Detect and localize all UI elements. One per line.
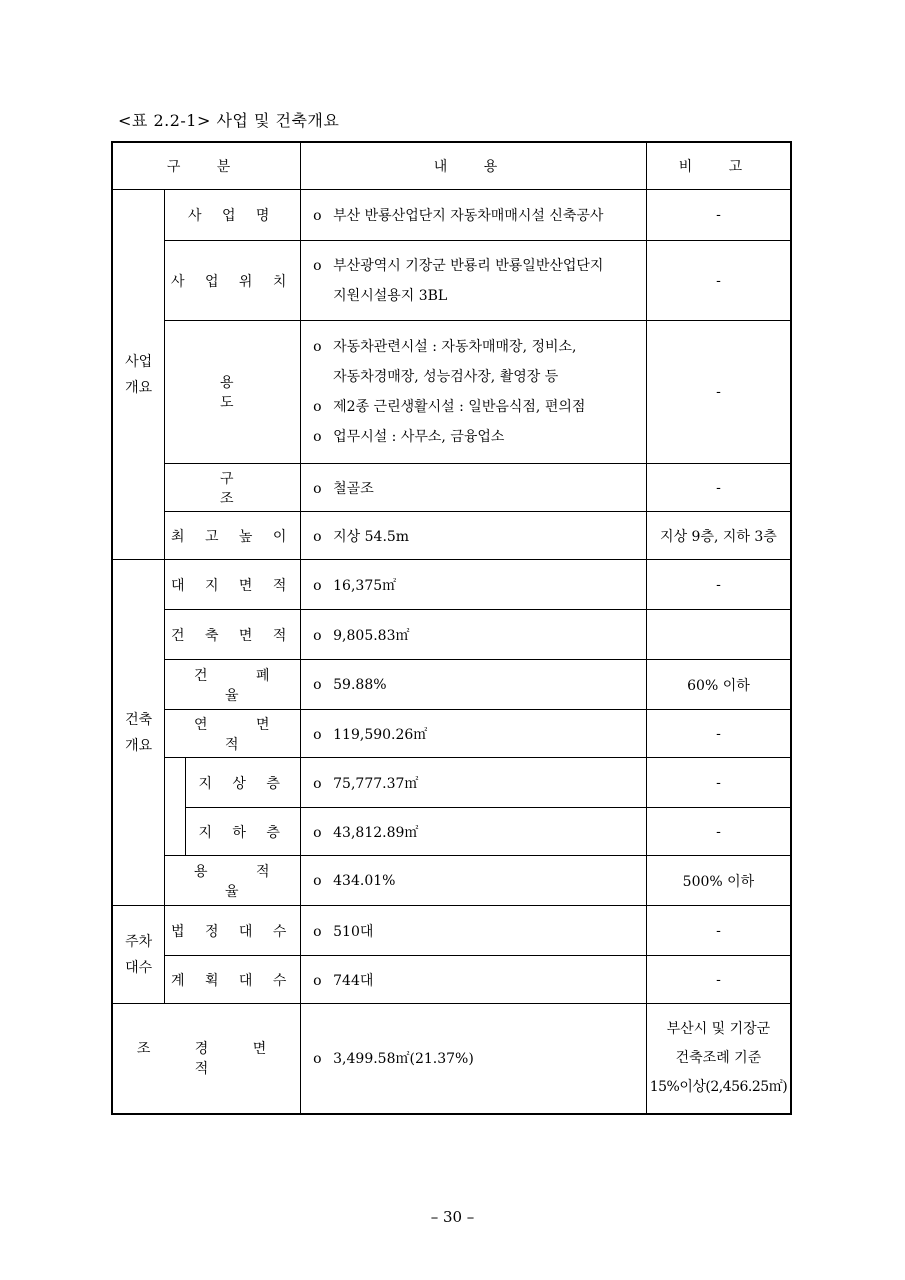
label-below-ground: 지 하 층 (186, 808, 301, 856)
label-gross-area: 연 면 적 (165, 710, 301, 758)
content-gross-area: o 119,590.26㎡ (301, 710, 647, 758)
table-row (112, 906, 791, 956)
label-planned-parking: 계 획 대 수 (165, 956, 301, 1004)
table-row (112, 710, 791, 758)
label-above-ground: 지 상 층 (186, 758, 301, 808)
note-structure: - (646, 464, 791, 512)
note-above-ground: - (646, 758, 791, 808)
label-location: 사 업 위 치 (165, 241, 301, 321)
table-row (112, 241, 791, 321)
label-coverage: 건 폐 율 (165, 660, 301, 710)
content-height: o 지상 54.5m (301, 512, 647, 560)
table-row (112, 610, 791, 660)
content-coverage: o 59.88% (301, 660, 647, 710)
note-gross-area: - (646, 710, 791, 758)
table-row (112, 464, 791, 512)
table-row (112, 856, 791, 906)
table-row (112, 321, 791, 464)
content-landscape: o 3,499.58㎡(21.37%) (301, 1004, 647, 1114)
note-site-area: - (646, 560, 791, 610)
header-category: 구 분 (112, 142, 301, 190)
table-row (112, 560, 791, 610)
content-below-ground: o 43,812.89㎡ (301, 808, 647, 856)
note-below-ground: - (646, 808, 791, 856)
table-row (112, 512, 791, 560)
label-name: 사 업 명 (165, 190, 301, 241)
note-landscape: 부산시 및 기장군 건축조례 기준 15%이상(2,456.25㎡) (646, 1004, 791, 1114)
table-row (112, 758, 791, 808)
note-far: 500% 이하 (646, 856, 791, 906)
label-landscape: 조 경 면 적 (112, 1004, 301, 1114)
table-header-row (112, 142, 791, 190)
project-overview-table (111, 141, 792, 1115)
note-legal-parking: - (646, 906, 791, 956)
group-business: 사업 개요 (112, 190, 165, 560)
content-far: o 434.01% (301, 856, 647, 906)
content-structure: o 철골조 (301, 464, 647, 512)
content-building-area: o 9,805.83㎡ (301, 610, 647, 660)
content-location: o 부산광역시 기장군 반룡리 반룡일반산업단지 지원시설용지 3BL (301, 241, 647, 321)
group-parking: 주차 대수 (112, 906, 165, 1004)
note-planned-parking: - (646, 956, 791, 1004)
group-building: 건축 개요 (112, 560, 165, 906)
sub-indent (165, 808, 186, 856)
note-building-area (646, 610, 791, 660)
sub-indent (165, 758, 186, 808)
note-name: - (646, 190, 791, 241)
content-site-area: o 16,375㎡ (301, 560, 647, 610)
note-coverage: 60% 이하 (646, 660, 791, 710)
label-structure: 구 조 (165, 464, 301, 512)
note-height: 지상 9층, 지하 3층 (646, 512, 791, 560)
page-number: – 30 – (430, 1208, 475, 1226)
table-caption: <표 2.2-1> 사업 및 건축개요 (118, 111, 340, 130)
label-legal-parking: 법 정 대 수 (165, 906, 301, 956)
label-site-area: 대 지 면 적 (165, 560, 301, 610)
label-building-area: 건 축 면 적 (165, 610, 301, 660)
table-row (112, 190, 791, 241)
table-row (112, 956, 791, 1004)
table-row (112, 660, 791, 710)
label-use: 용 도 (165, 321, 301, 464)
table-row (112, 1004, 791, 1114)
note-location: - (646, 241, 791, 321)
content-legal-parking: o 510대 (301, 906, 647, 956)
header-content: 내 용 (301, 142, 647, 190)
content-above-ground: o 75,777.37㎡ (301, 758, 647, 808)
content-use: o 자동차관련시설 : 자동차매매장, 정비소, 자동차경매장, 성능검사장, 촬영장 등 o 제2종 근린생활시설 : 일반음식점, 편의점 o 업무시설 : 사무소, 금융업소 (301, 321, 647, 464)
content-name: o 부산 반룡산업단지 자동차매매시설 신축공사 (301, 190, 647, 241)
note-use: - (646, 321, 791, 464)
header-note: 비 고 (646, 142, 791, 190)
label-height: 최 고 높 이 (165, 512, 301, 560)
label-far: 용 적 율 (165, 856, 301, 906)
table-row (112, 808, 791, 856)
content-planned-parking: o 744대 (301, 956, 647, 1004)
